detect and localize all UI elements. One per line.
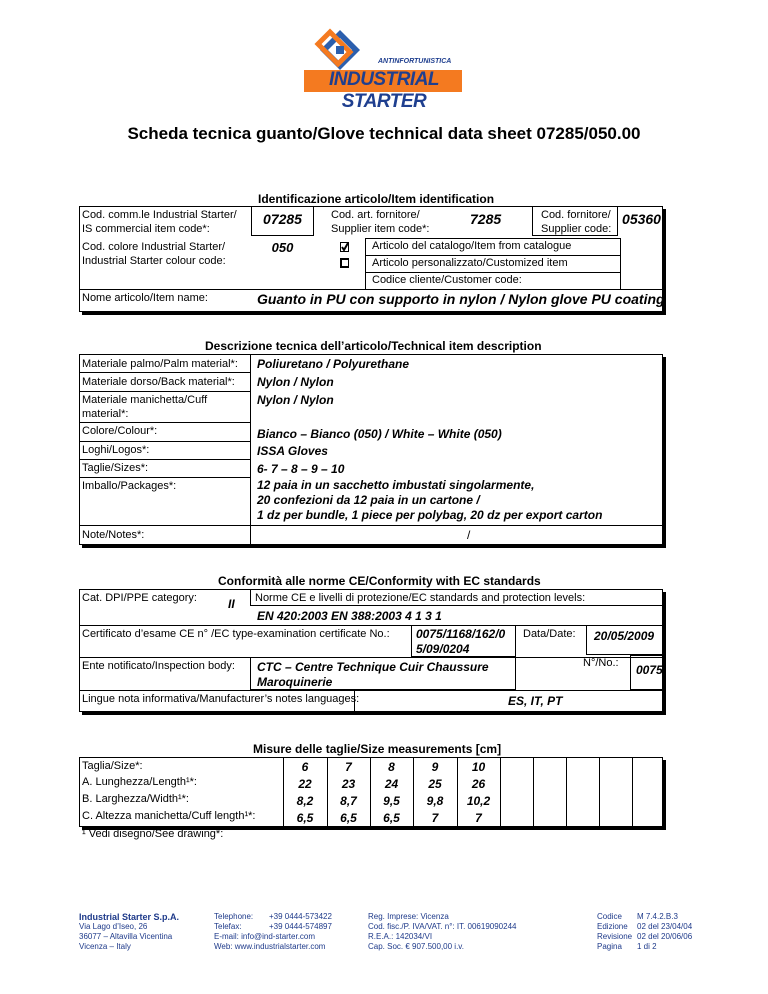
- norms-value: EN 420:2003 EN 388:2003 4 1 3 1: [257, 609, 442, 623]
- page-title: Scheda tecnica guanto/Glove technical data sheet 07285/050.00: [127, 124, 641, 143]
- logo-brand: INDUSTRIAL STARTER: [328, 69, 440, 112]
- date-label: Data/Date:: [523, 628, 576, 640]
- size-cell: 7: [475, 811, 482, 825]
- colour-code-label: Cod. colore Industrial Starter/ Industrial Starter colour code:: [82, 241, 226, 267]
- supplier-code-value: 05360: [622, 211, 661, 227]
- size-cell: 8,7: [340, 794, 357, 808]
- logo-tagline: ANTINFORTUNISTICA: [378, 58, 452, 65]
- colour-code-value: 050: [271, 240, 294, 255]
- notes-label: Note/Notes*:: [82, 529, 145, 541]
- length-row-label: A. Lunghezza/Length¹*:: [82, 776, 197, 788]
- cuff-value: Nylon / Nylon: [257, 393, 334, 407]
- footer-company: Industrial Starter S.p.A. Via Lago d’Iseo, 26 36077 – Altavilla Vicentina Vicenza – Italy: [79, 912, 180, 951]
- conformity-header: Conformità alle norme CE/Conformity with EC standards: [218, 574, 541, 588]
- size-cell: 7: [431, 811, 439, 825]
- size-cell: 6,5: [296, 811, 314, 825]
- packages-label: Imballo/Packages*:: [82, 480, 177, 492]
- colour-value: Bianco – Bianco (050) / White – White (050): [257, 427, 502, 441]
- comm-code-label: Cod. comm.le Industrial Starter/ IS commercial item code*:: [82, 209, 237, 235]
- palm-label: Materiale palmo/Palm material*:: [82, 358, 238, 370]
- size-row-label: Taglia/Size*:: [82, 760, 143, 772]
- sizes-label: Taglie/Sizes*:: [82, 462, 149, 474]
- size-cell: 7: [345, 760, 352, 774]
- supplier-code-label: Cod. fornitore/ Supplier code:: [541, 209, 612, 235]
- certificate-label: Certificato d’esame CE n° /EC type-examination certificate No.:: [82, 628, 390, 640]
- inspection-body-label: Ente notificato/Inspection body:: [82, 660, 235, 672]
- sizes-table-header: Misure delle taglie/Size measurements [cm]: [253, 742, 502, 756]
- back-value: Nylon / Nylon: [257, 375, 334, 389]
- colour-label: Colore/Colour*:: [82, 425, 158, 437]
- option-customer-code: Codice cliente/Customer code:: [372, 274, 522, 286]
- footer-email-link[interactable]: E-mail: info@ind-starter.com: [214, 932, 316, 941]
- supplier-item-label: Cod. art. fornitore/ Supplier item code*:: [331, 209, 430, 235]
- size-cell: 8,2: [296, 794, 314, 808]
- comm-code-value: 07285: [263, 211, 302, 227]
- size-cell: 9,8: [426, 794, 444, 808]
- footer-registration: Reg. Imprese: Vicenza Cod. fisc./P. IVA/VAT. n°: IT. 00619090244 R.E.A.: 142034/VI Cap. Soc. € 907.500,00 i.v.: [368, 912, 517, 951]
- number-label: N°/No.:: [583, 657, 619, 669]
- certificate-value: 0075/1168/162/0 5/09/0204: [416, 627, 506, 656]
- width-row-label: B. Larghezza/Width¹*:: [82, 793, 189, 805]
- back-label: Materiale dorso/Back material*:: [82, 376, 235, 388]
- size-cell: 6,5: [383, 811, 400, 825]
- logos-label: Loghi/Logos*:: [82, 444, 150, 456]
- size-cell: 23: [341, 777, 356, 791]
- languages-label: Lingue nota informativa/Manufacturer’s notes languages:: [82, 693, 360, 705]
- footer-web-link[interactable]: Web: www.industrialstarter.com: [214, 942, 326, 951]
- languages-value: ES, IT, PT: [508, 694, 563, 708]
- supplier-item-code: 7285: [470, 211, 502, 227]
- logos-value: ISSA Gloves: [257, 444, 328, 458]
- item-identification-header: Identificazione articolo/Item identification: [258, 192, 495, 206]
- footer-document-info: Codice M 7.4.2.B.3 Edizione 02 del 23/04/04 Revisione 02 del 20/06/06 Pagina 1 di 2: [597, 912, 693, 951]
- sizes-value: 6- 7 – 8 – 9 – 10: [257, 462, 345, 476]
- size-cell: 24: [384, 777, 399, 791]
- size-cell: 9,5: [383, 794, 400, 808]
- packages-value: 12 paia in un sacchetto imbustati singolarmente, 20 confezioni da 12 paia in un cartone / 1 dz per bundle, 1 piece per polybag, 20 dz per export carton: [257, 478, 603, 522]
- item-name-label: Nome articolo/Item name:: [82, 292, 208, 304]
- cuff-row-label: C. Altezza manichetta/Cuff length¹*:: [82, 810, 256, 822]
- customized-checkbox[interactable]: [340, 258, 349, 268]
- technical-header: Descrizione tecnica dell’articolo/Technical item description: [205, 339, 542, 353]
- size-cell: 10,2: [466, 794, 491, 808]
- notes-value: /: [467, 528, 471, 542]
- size-cell: 8: [388, 760, 395, 774]
- size-cell: 22: [298, 777, 312, 791]
- company-logo: [300, 28, 465, 112]
- number-value: 0075: [636, 663, 663, 677]
- category-label: Cat. DPI/PPE category:: [82, 592, 197, 604]
- size-cell: 26: [471, 777, 486, 791]
- size-cell: 6: [301, 760, 309, 774]
- size-cell: 6,5: [340, 811, 357, 825]
- catalogue-checkbox[interactable]: [340, 242, 349, 252]
- footer-contact: Telephone: +39 0444-573422 Telefax: +39 0444-574897 E-mail: info@ind-starter.com Web: www.industrialstarter.com: [214, 912, 332, 951]
- option-catalogue: Articolo del catalogo/Item from catalogue: [372, 240, 572, 252]
- inspection-body-value: CTC – Centre Technique Cuir Chaussure Maroquinerie: [257, 660, 489, 689]
- drawing-note: ¹ Vedi disegno/See drawing*:: [82, 828, 224, 840]
- check-mark-icon: [340, 242, 349, 252]
- item-name-value: Guanto in PU con supporto in nylon / Nylon glove PU coating: [257, 291, 665, 307]
- palm-value: Poliuretano / Polyurethane: [257, 357, 410, 371]
- cuff-label: Materiale manichetta/Cuff material*:: [82, 394, 208, 420]
- size-cell: 25: [428, 777, 442, 791]
- norms-label: Norme CE e livelli di protezione/EC standards and protection levels:: [255, 592, 586, 604]
- category-value: II: [228, 597, 235, 611]
- option-customized: Articolo personalizzato/Customized item: [372, 257, 568, 269]
- size-cell: 9: [431, 760, 439, 774]
- size-cell: 10: [471, 760, 486, 774]
- date-value: 20/05/2009: [594, 629, 655, 643]
